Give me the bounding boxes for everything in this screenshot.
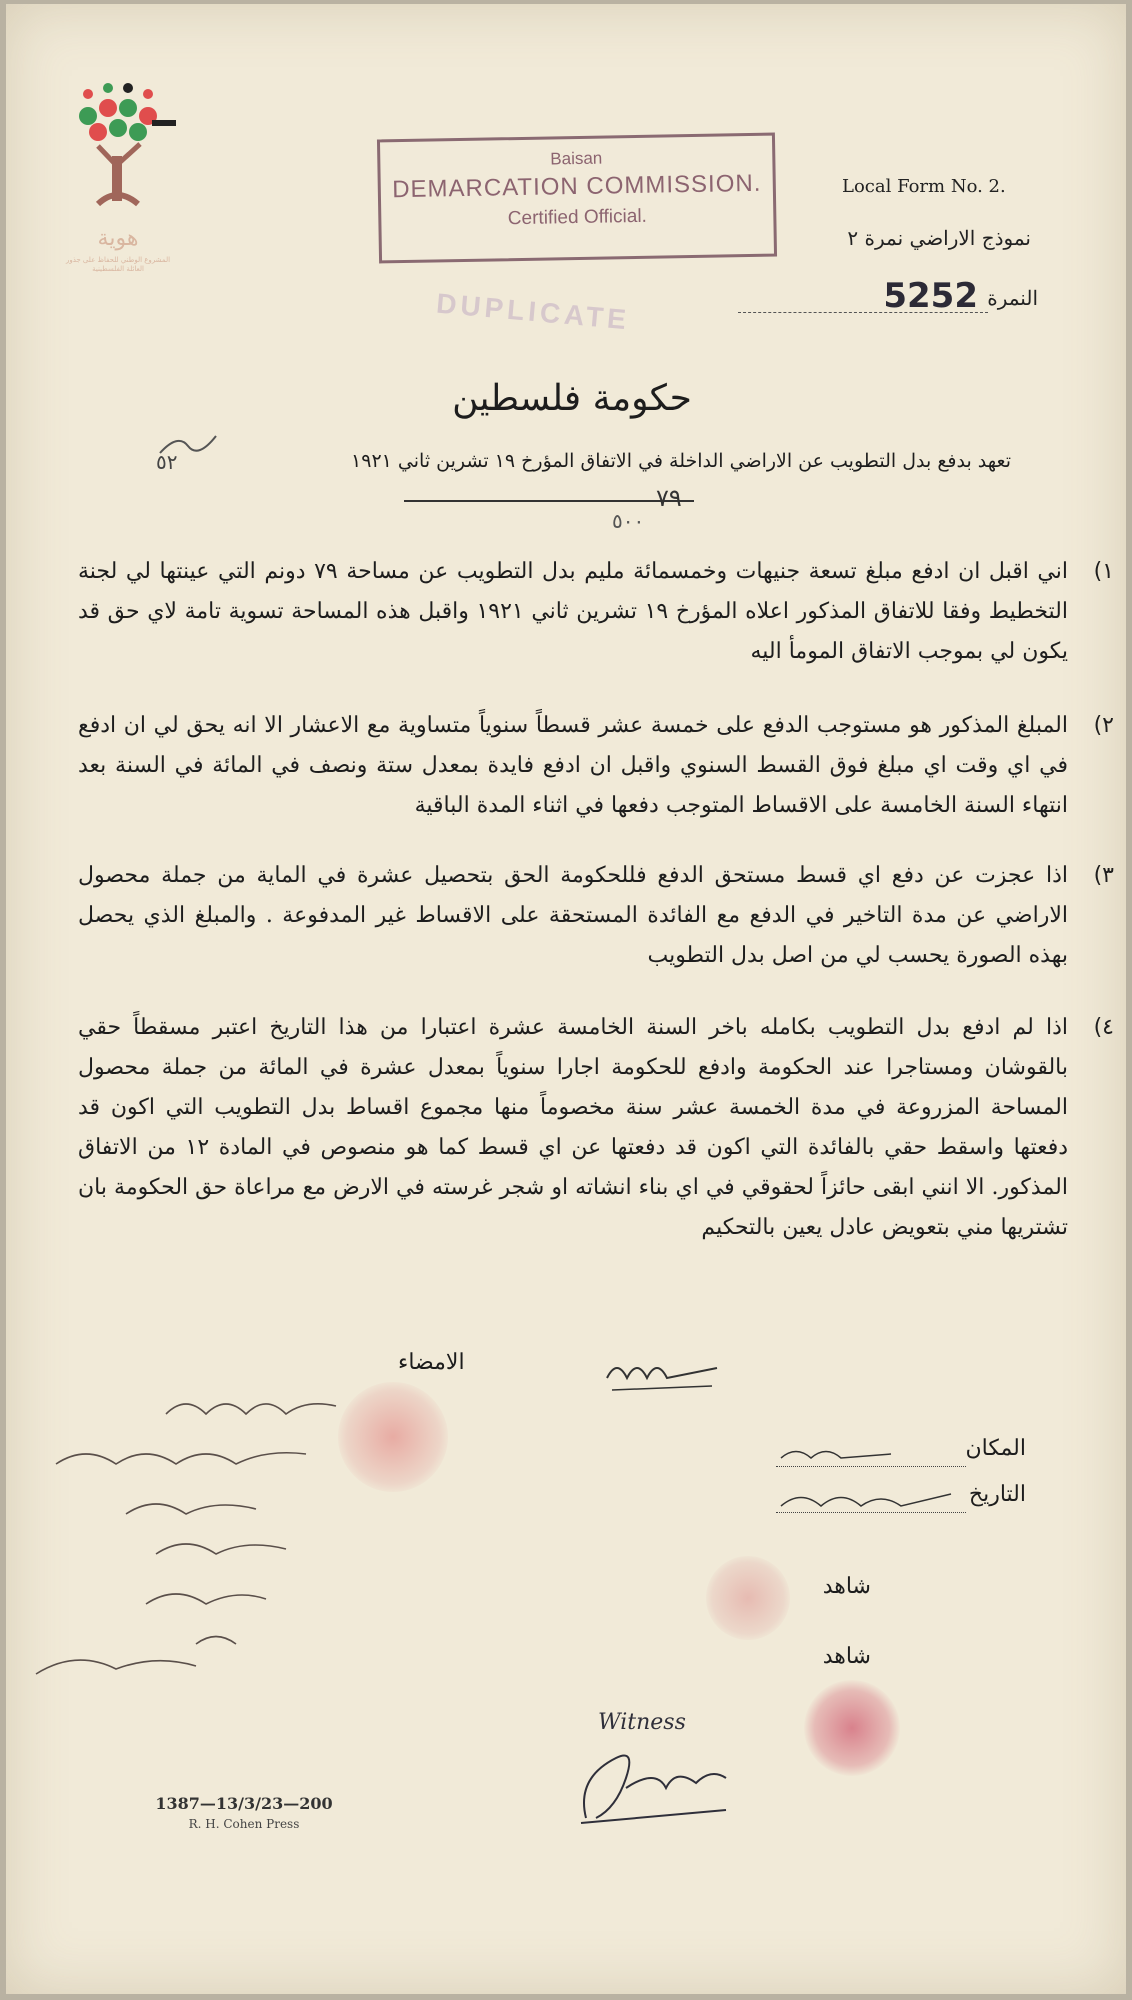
clause-1 <box>78 552 1114 672</box>
document-sheet <box>6 4 1126 1994</box>
local-form-label: Local Form No. 2. <box>842 176 1006 197</box>
government-title: حكومة فلسطين <box>452 378 692 419</box>
clause-text: المبلغ المذكور هو مستوجب الدفع على خمسة عشر قسطاً سنوياً متساوية مع الاعشار الا انه يحق لي ان ادفع في اي وقت اي مبلغ فوق القسط السنوي واقبل ان ادفع فايدة بمعدل ستة ونصف في المائة في السنة بعد انتهاء السنة الخامسة على الاقساط المتوجب دفعها في اثناء المدة الباقية <box>78 713 1068 818</box>
print-code: 1387—13/3/23—200 <box>155 1794 333 1813</box>
witness-seal-1 <box>706 1556 790 1640</box>
stamp-line-1: Baisan <box>550 148 603 169</box>
clause-number: ٤) <box>1093 1015 1114 1040</box>
logo <box>58 76 178 296</box>
handwritten-date <box>776 1484 956 1514</box>
clause-number: ٢) <box>1093 713 1114 738</box>
clause-text: اذا عجزت عن دفع اي قسط مستحق الدفع فللحكومة الحق بتحصيل عشرة في الماية من جملة محصول الاراضي عن مدة التاخير في الدفع مع الفائدة المستحقة على الاقساط غير المدفوعة . والمبلغ الذي يحصل بهذه الصورة يحسب لي من اصل بدل التطويب <box>78 863 1068 968</box>
witness-seal-2 <box>804 1680 900 1776</box>
signature-label: الامضاء <box>398 1350 465 1375</box>
handwritten-number-500: ٥٠٠ <box>612 509 645 533</box>
fingerprint-seal <box>338 1382 448 1492</box>
clause-text: اني اقبل ان ادفع مبلغ تسعة جنيهات وخمسمائة مليم بدل التطويب عن مساحة ٧٩ دونم التي عينتها لي لجنة التخطيط وفقا للاتفاق المذكور اعلاه المؤرخ ١٩ تشرين ثاني ١٩٢١ واقبل هذه المساحة تسوية تامة لاي حق قد يكون لي بموجب الاتفاق المومأ اليه <box>78 559 1069 664</box>
stamp-line-3: Certified Official. <box>507 205 648 230</box>
place-label: المكان <box>965 1436 1026 1461</box>
clause-number: ٣) <box>1093 863 1114 888</box>
undertaking-heading: تعهد بدفع بدل التطويب عن الاراضي الداخلة في الاتفاق المؤرخ ١٩ تشرين ثاني ١٩٢١ <box>351 450 1011 472</box>
logo-subtitle: المشروع الوطني للحفاظ على جذور العائلة الفلسطينية <box>65 256 171 273</box>
witness-label-1: شاهد <box>822 1574 871 1599</box>
family-tree-icon <box>58 76 178 226</box>
handwritten-signature-top <box>602 1348 722 1398</box>
handwritten-names <box>16 1384 346 1704</box>
witness-english-label: Witness <box>598 1710 686 1735</box>
demarcation-stamp <box>377 133 777 264</box>
clause-3 <box>78 856 1114 976</box>
number-value: 5252 <box>883 276 978 316</box>
printer-info <box>124 1794 364 1831</box>
clause-number: ١) <box>1093 559 1114 584</box>
clause-2 <box>78 706 1114 826</box>
date-label: التاريخ <box>968 1482 1026 1507</box>
margin-number-52: ٥٢ <box>156 450 178 474</box>
witness-label-2: شاهد <box>822 1644 871 1669</box>
clause-text: اذا لم ادفع بدل التطويب بكامله باخر السنة الخامسة عشرة اعتبارا من هذا التاريخ اعتبر مسقطاً حقي بالقوشان ومستاجرا عند الحكومة وادفع للحكومة اجارا سنوياً بمعدل عشرة في المائة من جملة محصول المساحة المزروعة في مدة الخمسة عشر سنة مخصوماً منها مجموع اقساط بدل التطويب التي اكون قد دفعتها واسقط حقي بالفائدة التي اكون قد دفعتها عن اي قسط كما هو منصوص في المادة ١٢ من الاتفاق المذكور. الا انني ابقى حائزاً لحقوقي في اي بناء انشاته او شجر غرسته في الارض مع مراعاة حق الحكومة بان تشتريها مني بتعويض عادل يعين بالتحكيم <box>78 1015 1069 1240</box>
form-number-arabic: نموذج الاراضي نمرة ٢ <box>847 226 1031 250</box>
english-witness-signature <box>566 1738 736 1828</box>
printer-name: R. H. Cohen Press <box>188 1817 300 1831</box>
stamp-line-2: DEMARCATION COMMISSION. <box>391 169 762 204</box>
clause-4 <box>78 1008 1114 1248</box>
document-number <box>728 276 1048 320</box>
handwritten-place <box>776 1440 896 1464</box>
number-label: النمرة <box>987 286 1038 310</box>
place-line <box>776 1466 966 1467</box>
heading-rule <box>404 500 694 502</box>
logo-title: هوية <box>97 226 139 251</box>
handwritten-number-79: ٧٩ <box>656 484 682 512</box>
duplicate-watermark: DUPLICATE <box>435 287 632 336</box>
